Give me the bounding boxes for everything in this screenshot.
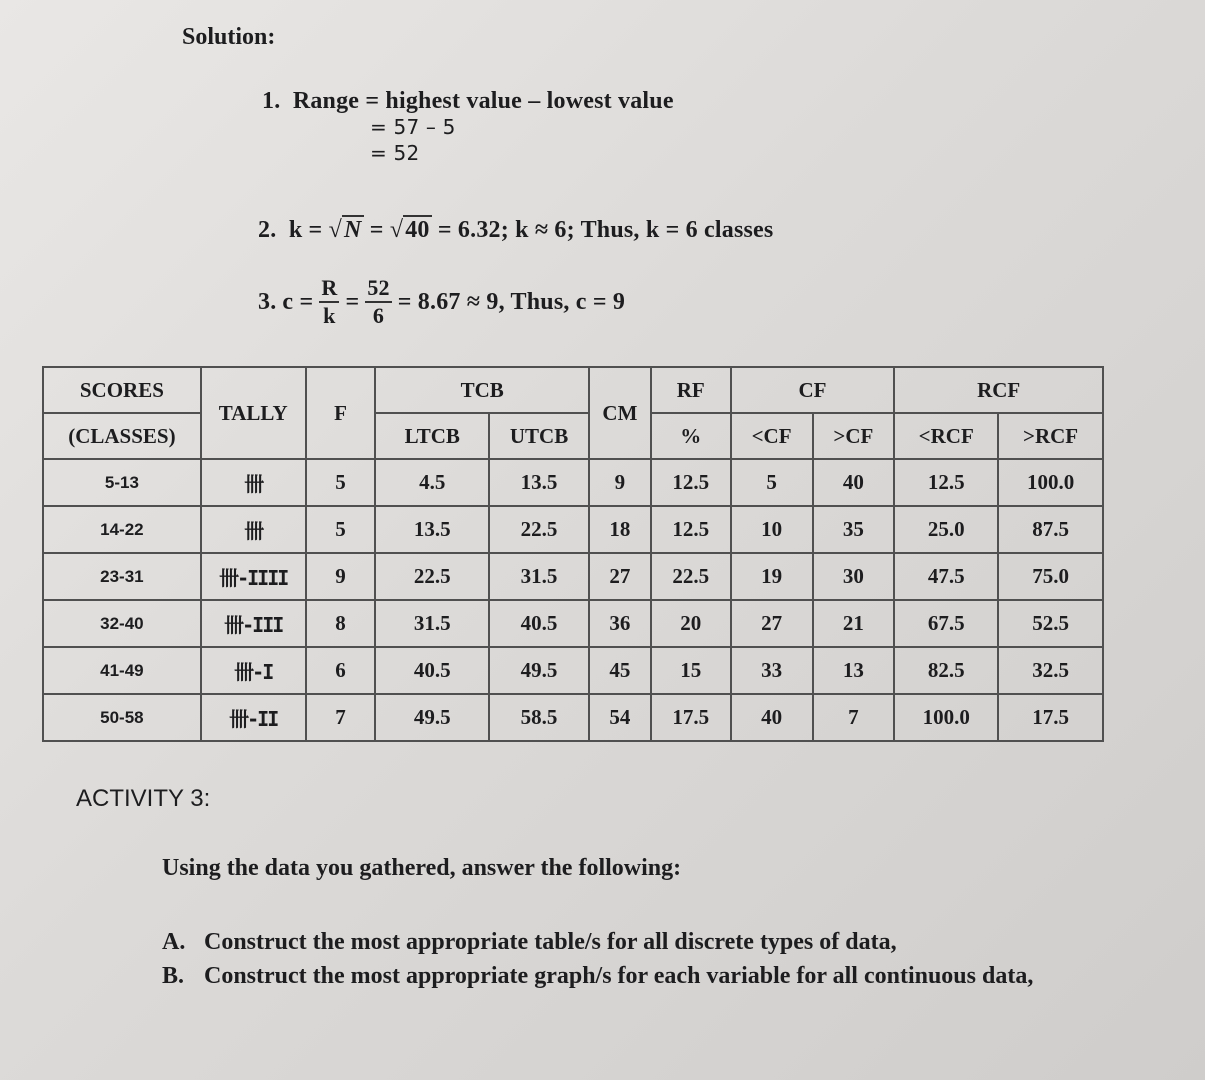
cell-less-than-rcf: 82.5: [894, 647, 998, 694]
cell-tally: 卌: [201, 459, 306, 506]
task-text: Construct the most appropriate graph/s for each variable for all continuous data,: [204, 963, 1034, 989]
cell-utcb: 40.5: [489, 600, 589, 647]
fraction-52-over-6: [365, 275, 391, 329]
cell-utcb: 49.5: [489, 647, 589, 694]
table-row: [43, 647, 1103, 694]
table-row: [43, 553, 1103, 600]
step-class-width: [258, 275, 625, 329]
range-formula: Range = highest value – lowest value: [292, 88, 674, 114]
step-number: 1.: [262, 88, 281, 114]
task-text: Construct the most appropriate table/s for all discrete types of data,: [204, 929, 897, 955]
task-item: [162, 925, 1033, 959]
cell-tally: 卌-I: [201, 647, 306, 694]
cell-relative-frequency: 12.5: [651, 506, 731, 553]
cell-class-interval: 32-40: [43, 600, 201, 647]
cell-class-interval: 5-13: [43, 459, 201, 506]
cell-ltcb: 22.5: [375, 553, 489, 600]
frequency-distribution-table: [42, 366, 1104, 742]
cell-greater-than-cf: 13: [813, 647, 895, 694]
cell-relative-frequency: 22.5: [651, 553, 731, 600]
cell-utcb: 58.5: [489, 694, 589, 741]
header-classes: (CLASSES): [43, 413, 201, 459]
cell-class-mark: 9: [589, 459, 651, 506]
header-rf-percent: %: [651, 413, 731, 459]
cell-greater-than-rcf: 100.0: [998, 459, 1103, 506]
fraction-r-over-k: [319, 275, 339, 329]
cell-less-than-rcf: 67.5: [894, 600, 998, 647]
cell-relative-frequency: 12.5: [651, 459, 731, 506]
fraction-numerator: R: [319, 275, 339, 303]
header-greater-than-rcf: >RCF: [998, 413, 1103, 459]
cell-frequency: 7: [306, 694, 376, 741]
cell-less-than-cf: 40: [731, 694, 813, 741]
cell-utcb: 13.5: [489, 459, 589, 506]
solution-heading: Solution:: [182, 24, 276, 50]
header-ltcb: LTCB: [375, 413, 489, 459]
cell-frequency: 5: [306, 506, 376, 553]
header-scores: SCORES: [43, 367, 201, 413]
sqrt-40-radicand: 40: [405, 217, 430, 243]
cell-relative-frequency: 17.5: [651, 694, 731, 741]
table-row: [43, 600, 1103, 647]
step-number: 2.: [258, 217, 277, 243]
header-less-than-cf: <CF: [731, 413, 813, 459]
header-frequency: F: [306, 367, 376, 459]
cell-class-interval: 50-58: [43, 694, 201, 741]
table-row: [43, 694, 1103, 741]
step-classes: [258, 215, 773, 244]
cell-relative-frequency: 20: [651, 600, 731, 647]
header-greater-than-cf: >CF: [813, 413, 895, 459]
cell-ltcb: 49.5: [375, 694, 489, 741]
header-cf: CF: [731, 367, 895, 413]
step-range: [262, 88, 674, 166]
cell-less-than-cf: 33: [731, 647, 813, 694]
equals-sign: =: [369, 217, 384, 243]
task-list: [162, 925, 1033, 993]
cell-less-than-rcf: 100.0: [894, 694, 998, 741]
cell-class-mark: 45: [589, 647, 651, 694]
sqrt-n-radicand: N: [344, 217, 362, 243]
header-tcb: TCB: [375, 367, 589, 413]
range-result: = 52: [370, 141, 420, 165]
cell-less-than-cf: 27: [731, 600, 813, 647]
sqrt-n-expression: √N: [328, 217, 362, 243]
cell-class-interval: 14-22: [43, 506, 201, 553]
task-item: [162, 959, 1033, 993]
fraction-denominator: 6: [372, 303, 385, 328]
cell-frequency: 8: [306, 600, 376, 647]
table-row: [43, 506, 1103, 553]
cell-greater-than-cf: 30: [813, 553, 895, 600]
cell-less-than-cf: 10: [731, 506, 813, 553]
cell-tally: 卌-II: [201, 694, 306, 741]
cell-less-than-cf: 19: [731, 553, 813, 600]
cell-class-interval: 23-31: [43, 553, 201, 600]
cell-greater-than-cf: 7: [813, 694, 895, 741]
fraction-denominator: k: [323, 303, 336, 328]
task-letter: B.: [162, 963, 185, 989]
task-letter: A.: [162, 929, 186, 955]
table-row: [43, 459, 1103, 506]
cell-utcb: 22.5: [489, 506, 589, 553]
cell-tally: 卌-IIII: [201, 553, 306, 600]
header-rf: RF: [651, 367, 731, 413]
header-class-mark: CM: [589, 367, 651, 459]
instruction-text: Using the data you gathered, answer the following:: [162, 855, 682, 881]
c-prefix: c =: [282, 288, 314, 315]
cell-less-than-rcf: 47.5: [894, 553, 998, 600]
cell-less-than-cf: 5: [731, 459, 813, 506]
step-number: 3.: [258, 288, 277, 315]
cell-tally: 卌: [201, 506, 306, 553]
cell-relative-frequency: 15: [651, 647, 731, 694]
cell-ltcb: 31.5: [375, 600, 489, 647]
cell-greater-than-rcf: 17.5: [998, 694, 1103, 741]
cell-greater-than-cf: 21: [813, 600, 895, 647]
cell-greater-than-rcf: 87.5: [998, 506, 1103, 553]
range-substitution: = 57 – 5: [370, 115, 456, 139]
cell-less-than-rcf: 25.0: [894, 506, 998, 553]
classes-result: = 6.32; k ≈ 6; Thus, k = 6 classes: [437, 217, 774, 243]
header-utcb: UTCB: [489, 413, 589, 459]
header-rcf: RCF: [894, 367, 1103, 413]
fraction-numerator: 52: [365, 275, 391, 303]
cell-class-mark: 18: [589, 506, 651, 553]
k-prefix: k =: [288, 217, 323, 243]
cell-greater-than-rcf: 52.5: [998, 600, 1103, 647]
cell-less-than-rcf: 12.5: [894, 459, 998, 506]
equals-sign: =: [345, 288, 360, 315]
activity-title: ACTIVITY 3:: [76, 785, 211, 812]
cell-ltcb: 4.5: [375, 459, 489, 506]
cell-class-mark: 36: [589, 600, 651, 647]
cell-ltcb: 13.5: [375, 506, 489, 553]
header-tally: TALLY: [201, 367, 306, 459]
cell-frequency: 9: [306, 553, 376, 600]
cell-tally: 卌-III: [201, 600, 306, 647]
sqrt-40-expression: √40: [389, 217, 430, 243]
cell-greater-than-cf: 35: [813, 506, 895, 553]
cell-ltcb: 40.5: [375, 647, 489, 694]
cell-greater-than-cf: 40: [813, 459, 895, 506]
header-less-than-rcf: <RCF: [894, 413, 998, 459]
cell-class-mark: 27: [589, 553, 651, 600]
cell-frequency: 5: [306, 459, 376, 506]
cell-utcb: 31.5: [489, 553, 589, 600]
cell-greater-than-rcf: 32.5: [998, 647, 1103, 694]
class-width-result: = 8.67 ≈ 9, Thus, c = 9: [397, 288, 626, 315]
cell-frequency: 6: [306, 647, 376, 694]
cell-greater-than-rcf: 75.0: [998, 553, 1103, 600]
cell-class-mark: 54: [589, 694, 651, 741]
cell-class-interval: 41-49: [43, 647, 201, 694]
